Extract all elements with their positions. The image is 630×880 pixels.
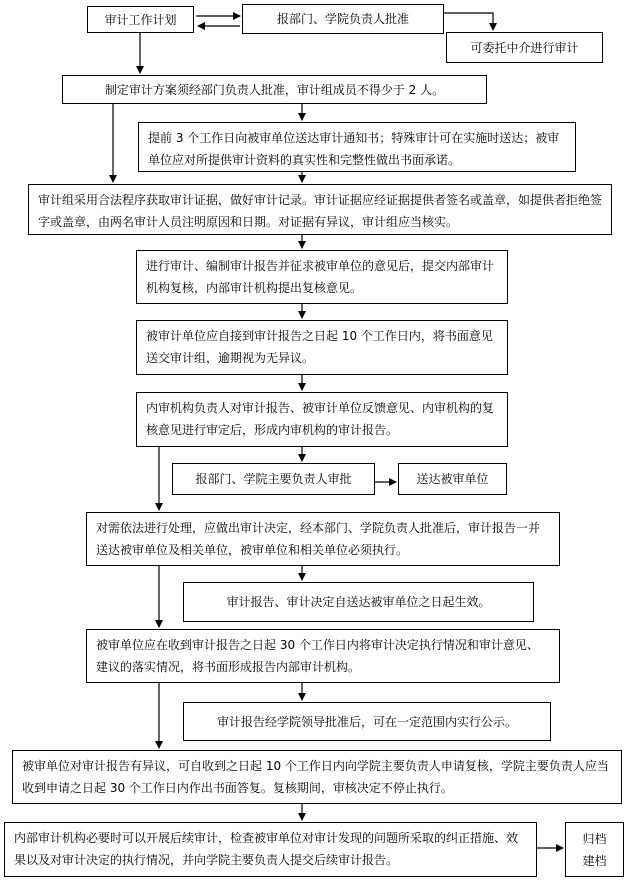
approve-dept-box: [242, 4, 444, 34]
audit-scheme-box: [62, 75, 487, 104]
audit-decision-box: [86, 512, 560, 566]
final-report-box: [136, 392, 508, 447]
deliver-text: 送达被审单位: [416, 472, 489, 486]
publicize-text: 审计报告经学院领导批准后，可在一定范围内实行公示。: [216, 714, 517, 729]
review-text: 被审单位对审计报告有异议，可自收到之日起 10 个工作日内向学院主要负责人申请复核，学院主要负责人应当收到申请之日起 30 个工作日内作出书面答复。复核期间，审核决定不停止执行。: [22, 759, 609, 795]
archive-box: [565, 822, 624, 877]
approve-main-box: [172, 463, 375, 495]
audit-evidence-box: [28, 184, 612, 235]
audit-notice-box: [138, 122, 576, 172]
audit-plan-box: [87, 6, 194, 33]
followup-audit-text: 内部审计机构必要时可以开展后续审计，检查被审单位对审计发现的问题所采取的纠正措施、效果以及对审计决定的执行情况，并向学院主要负责人提交后续审计报告。: [14, 831, 519, 867]
feedback-text: 被审计单位应自接到审计报告之日起 10 个工作日内，将书面意见送交审计组，逾期视为无异议。: [146, 329, 493, 365]
effective-text: 审计报告、审计决定自送达被审单位之日起生效。: [226, 595, 491, 609]
entrust-agency-text: 可委托中介进行审计: [470, 40, 579, 55]
audit-notice-text: 提前 3 个工作日向被审单位送达审计通知书；特殊审计可在实施时送达；被审单位应对所提供审计资料的真实性和完整性做出书面承诺。: [148, 131, 560, 167]
audit-decision-text: 对需依法进行处理，应做出审计决定，经本部门、学院负责人批准后，审计报告一并送达被审单位及相关单位，被审单位和相关单位必须执行。: [96, 521, 541, 557]
final-report-text: 内审机构负责人对审计报告、被审计单位反馈意见、内审机构的复核意见进行审定后，形成内审机构的审计报告。: [146, 401, 495, 437]
audit-report-draft-box: [136, 250, 508, 304]
approve-dept-text: 报部门、学院负责人批准: [276, 12, 409, 26]
approve-main-text: 报部门、学院主要负责人审批: [195, 472, 352, 486]
arrow-to-entrust: [444, 13, 493, 30]
review-box: [12, 750, 622, 804]
publicize-box: [183, 702, 551, 741]
implementation-box: [86, 629, 560, 683]
effective-box: [183, 582, 534, 622]
followup-audit-box: [4, 822, 537, 877]
audit-evidence-text: 审计组采用合法程序获取审计证据，做好审计记录。审计证据应经证据提供者签名或盖章，如提供者拒绝签字或盖章，由两名审计人员注明原因和日期。对证据有异议，审计组应当核实。: [38, 193, 603, 229]
archive-text: 归档建档: [582, 831, 607, 868]
audit-report-draft-text: 进行审计、编制审计报告并征求被审单位的意见后，提交内部审计机构复核，内部审计机构提出复核意见。: [146, 259, 495, 295]
audit-plan-text: 审计工作计划: [104, 12, 177, 27]
feedback-box: [136, 320, 508, 375]
deliver-box: [398, 463, 507, 495]
implementation-text: 被审单位应在收到审计报告之日起 30 个工作日内将审计决定执行情况和审计意见、建议的落实情况，将书面形成报告内部审计机构。: [96, 638, 539, 674]
entrust-agency-box: [446, 32, 603, 63]
audit-scheme-text: 制定审计方案须经部门负责人批准，审计组成员不得少于 2 人。: [104, 82, 445, 97]
